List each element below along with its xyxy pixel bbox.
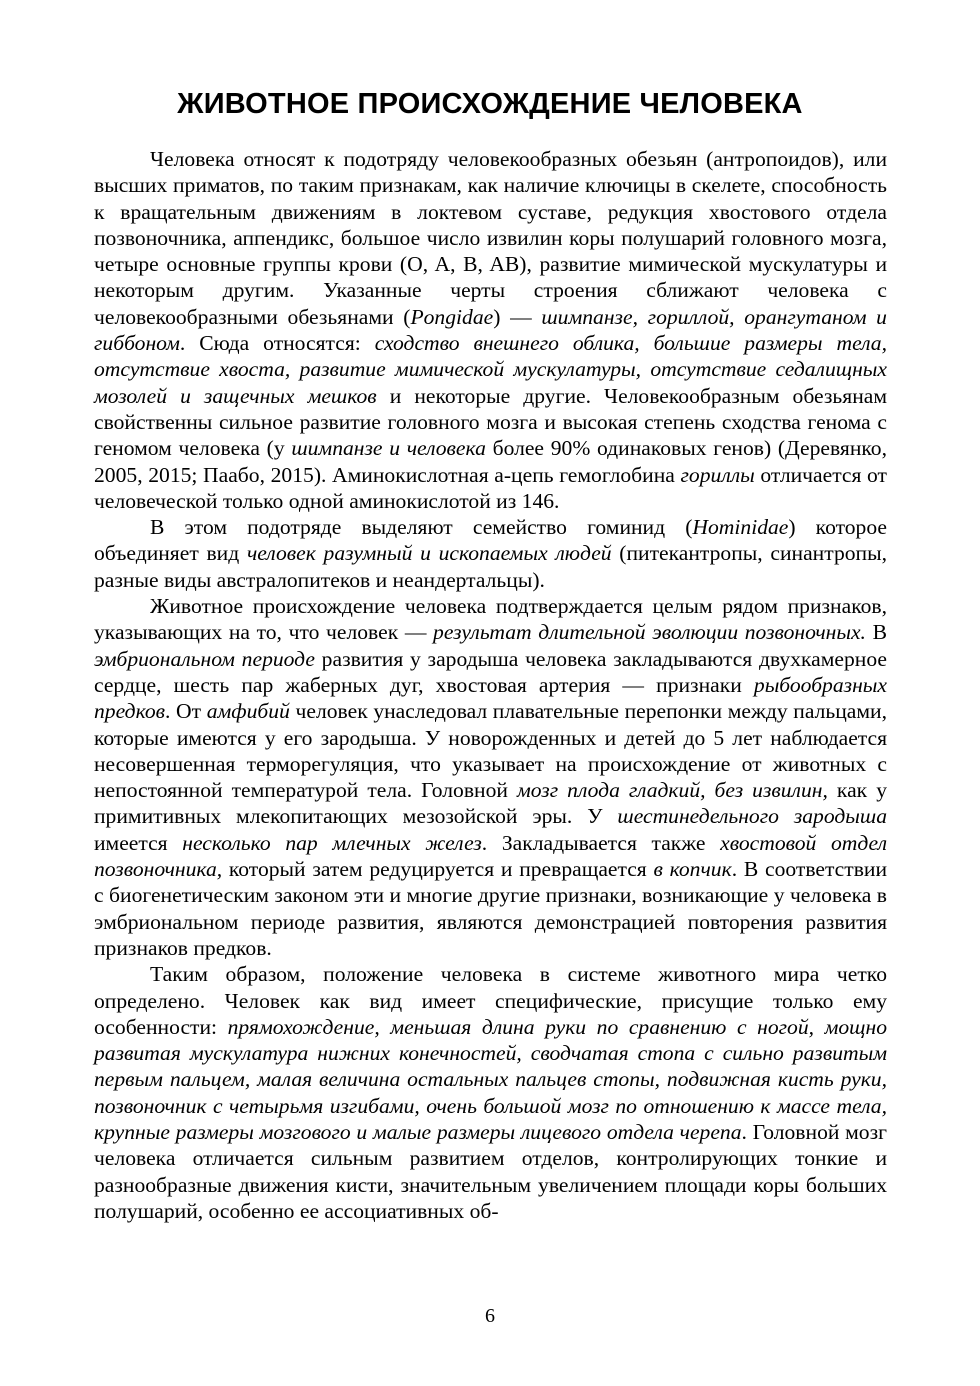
italic-text: человек разумный и ископаемых людей — [246, 541, 612, 566]
text-run: Таким образом, положение человека в системе животного мира четко определено. Человек как вид имеет специфические, присущие только ему особенности: — [94, 962, 887, 1039]
italic-text: сходство внешнего облика, большие размеры тела, отсутствие хвоста, развитие мимической мускулатуры, отсутствие седалищных мозолей и защечных мешков — [94, 331, 887, 408]
paragraph — [94, 514, 887, 593]
italic-text: эмбриональном периоде — [94, 646, 315, 671]
text-run: и некоторые другие. Человекообразным обезьянам свойственны сильное развитие головного мозга и высокая степень сходства генома с геномом человека (у — [94, 383, 888, 461]
text-run: . В соответствии с биогенетическим законом эти и многие другие признаки, возникающие у человека в эмбриональном периоде развития, являются демонстрацией повторения развития признаков предков. — [94, 857, 887, 960]
text-run: человек унаследовал плавательные перепонки между пальцами, которые имеются у его зародыша. У новорожденных и детей до 5 лет наблюдается несовершенная терморегуляция, что указывает на происхождение от животных с непостоянной температурой тела. Головной — [94, 699, 887, 803]
paragraph — [94, 146, 887, 514]
text-run: отличается от человеческой только одной аминокислотой из 146. — [94, 462, 887, 513]
italic-text: шестинедельного зародыша — [617, 804, 887, 829]
italic-text: мозг плода гладкий, без извилин, — [516, 778, 828, 803]
paragraph — [94, 961, 887, 1224]
text-run: развития у зародыша человека закладываются двухкамерное сердце, шесть пар жаберных дуг, хвостовая артерия — признаки — [94, 646, 888, 697]
italic-text: рыбообразных предков — [94, 672, 887, 724]
text-run: более 90% одинаковых генов) (Деревянко, 2005, 2015; Паабо, 2015). Аминокислотная a-цепь гемоглобина — [94, 436, 887, 487]
italic-text: шимпанзе, гориллой, орангутаном и гиббоном — [94, 304, 887, 356]
text-run: . Сюда относятся: — [179, 331, 375, 356]
page-number: 6 — [485, 1305, 495, 1327]
text-run: как у примитивных млекопитающих мезозойской эры. У — [94, 778, 887, 829]
text-run: . Закладывается также — [481, 830, 721, 855]
text-run: ) которое объединяет вид — [94, 515, 887, 566]
body-text — [94, 146, 887, 1224]
page-title: ЖИВОТНОЕ ПРОИСХОЖДЕНИЕ ЧЕЛОВЕКА — [177, 88, 803, 120]
text-run: . От — [165, 699, 207, 724]
italic-text: результат длительной эволюции позвоночных. — [433, 620, 866, 645]
italic-text: Pongidae — [410, 304, 494, 329]
text-run: (питекантропы, синантропы, разные виды австралопитеков и неандертальцы). — [94, 541, 887, 592]
text-run: . Головной мозг человека отличается сильным развитием отделов, контролирующих тонкие и разнообразные движения кисти, значительным увеличением площади коры больших полушарий, особенно ее ассоциативных об- — [94, 1119, 887, 1223]
text-run: Человека относят к подотряду человекообразных обезьян (антропоидов), или высших приматов, по таким признакам, как наличие ключицы в скелете, способность к вращательным движениям в локтевом суставе, редукция хвостового отдела позвоночника, аппендикс, большое число извилин коры полушарий головного мозга, четыре основные группы крови (O, A, B, AB), развитие мимической мускулатуры и некоторым другим. Указанные черты строения сближают человека с человекообразными обезьянами ( — [94, 147, 887, 329]
text-run: имеется — [94, 830, 183, 855]
italic-text: хвостовой отдел позвоночника, — [94, 830, 887, 882]
text-run: В — [865, 620, 887, 645]
italic-text: амфибий — [206, 699, 290, 724]
text-run: В этом подотряде выделяют семейство гоминид ( — [150, 515, 693, 540]
italic-text: несколько пар млечных желез — [182, 830, 482, 855]
italic-text: прямохождение, меньшая длина руки по сравнению с ногой, мощно развитая мускулатура нижних конечностей, сводчатая стопа с сильно развитым первым пальцем, малая величина остальных пальцев стопы, подвижная кисть руки, позвоночник с четырьмя изгибами, очень большой мозг по отношению к массе тела, крупные размеры мозгового и малые размеры лицевого отдела черепа — [94, 1014, 887, 1144]
paragraph — [94, 593, 887, 961]
italic-text: в копчик — [653, 857, 732, 882]
text-run: Животное происхождение человека подтверждается целым рядом признаков, указывающих на то, что человек — — [94, 594, 887, 645]
italic-text: шимпанзе и человека — [291, 436, 486, 461]
text-run: ) — — [493, 304, 542, 329]
italic-text: Hominidae — [692, 515, 789, 540]
text-run: который затем редуцируется и превращается — [222, 857, 654, 882]
italic-text: гориллы — [680, 462, 755, 487]
